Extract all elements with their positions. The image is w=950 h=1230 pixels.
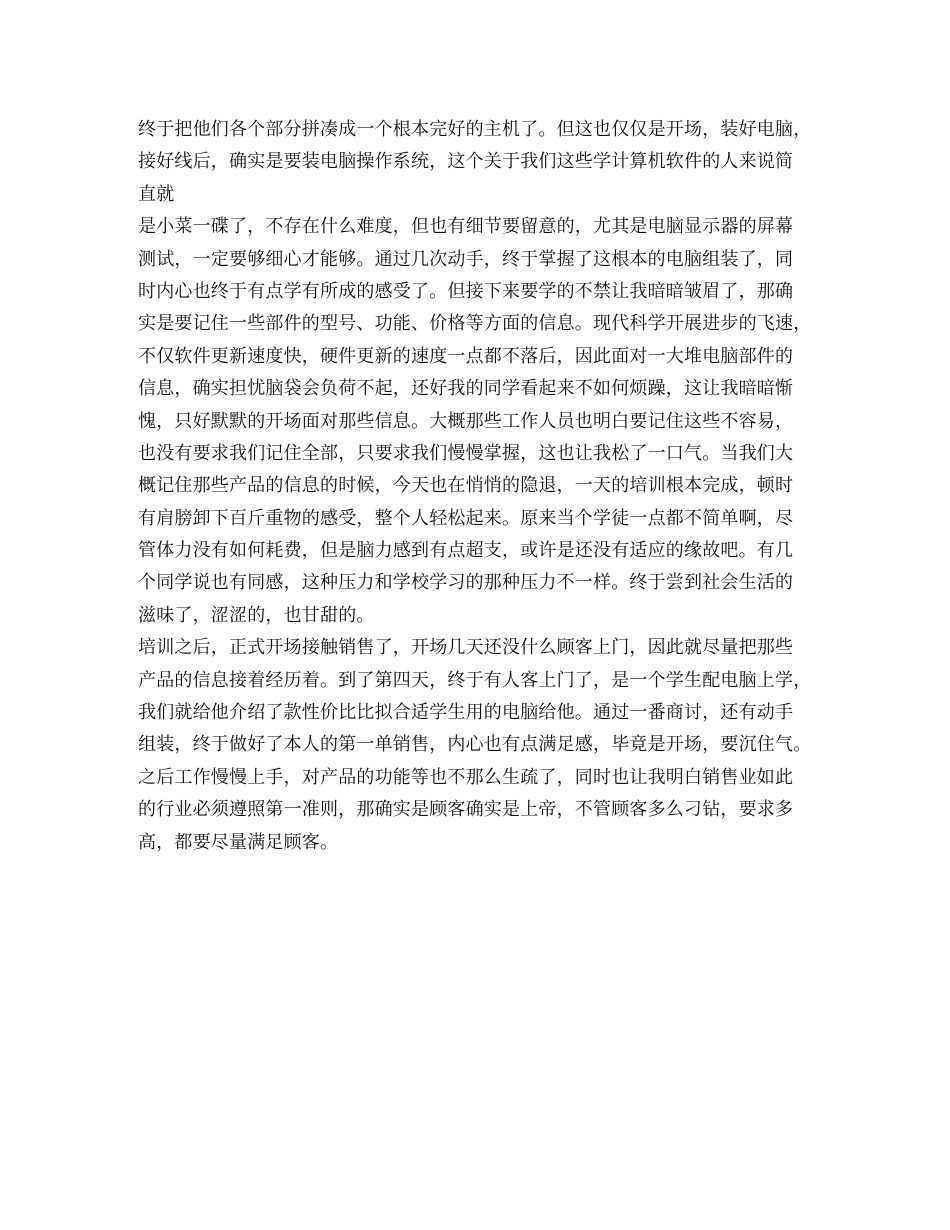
text-line: 信息，确实担忧脑袋会负荷不起，还好我的同学看起来不如何烦躁，这让我暗暗惭 — [138, 378, 794, 400]
text-line: 直就 — [138, 183, 175, 205]
text-line: 的行业必须遵照第一准则，那确实是顾客确实是上帝，不管顾客多么刁钻，要求多 — [138, 799, 794, 821]
text-line: 高，都要尽量满足顾客。 — [138, 831, 339, 853]
text-line: 管体力没有如何耗费，但是脑力感到有点超支，或许是还没有适应的缘故吧。有几 — [138, 540, 794, 562]
text-line: 接好线后，确实是要装电脑操作系统，这个关于我们这些学计算机软件的人来说简 — [138, 151, 794, 173]
text-line: 愧，只好默默的开场面对那些信息。大概那些工作人员也明白要记住这些不容易， — [138, 410, 794, 432]
text-line: 有肩膀卸下百斤重物的感受，整个人轻松起来。原来当个学徒一点都不简单啊，尽 — [138, 507, 794, 529]
text-line: 不仅软件更新速度快，硬件更新的速度一点都不落后，因此面对一大堆电脑部件的 — [138, 345, 794, 367]
text-line: 个同学说也有同感，这种压力和学校学习的那种压力不一样。终于尝到社会生活的 — [138, 572, 794, 594]
body-text — [138, 114, 838, 859]
text-line: 时内心也终于有点学有所成的感受了。但接下来要学的不禁让我暗暗皱眉了，那确 — [138, 280, 794, 302]
text-line: 产品的信息接着经历着。到了第四天，终于有人客上门了，是一个学生配电脑上学， — [138, 669, 812, 691]
text-line: 概记住那些产品的信息的时候，今天也在悄悄的隐退，一天的培训根本完成，顿时 — [138, 475, 794, 497]
text-line: 我们就给他介绍了款性价比比拟合适学生用的电脑给他。通过一番商讨，还有动手 — [138, 702, 794, 724]
text-line: 是小菜一碟了，不存在什么难度，但也有细节要留意的，尤其是电脑显示器的屏幕 — [138, 216, 794, 238]
text-line: 培训之后，正式开场接触销售了，开场几天还没什么顾客上门，因此就尽量把那些 — [138, 637, 794, 659]
text-line: 组装，终于做好了本人的第一单销售，内心也有点满足感，毕竟是开场，要沉住气。 — [138, 734, 812, 756]
text-line: 实是要记住一些部件的型号、功能、价格等方面的信息。现代科学开展进步的飞速， — [138, 313, 812, 335]
text-line: 测试，一定要够细心才能够。通过几次动手，终于掌握了这根本的电脑组装了，同 — [138, 248, 794, 270]
text-line: 终于把他们各个部分拼凑成一个根本完好的主机了。但这也仅仅是开场，装好电脑， — [138, 119, 812, 140]
text-line: 也没有要求我们记住全部，只要求我们慢慢掌握，这也让我松了一口气。当我们大 — [138, 442, 794, 464]
text-line: 滋味了，涩涩的，也甘甜的。 — [138, 604, 375, 626]
text-line: 之后工作慢慢上手，对产品的功能等也不那么生疏了，同时也让我明白销售业如此 — [138, 766, 794, 788]
